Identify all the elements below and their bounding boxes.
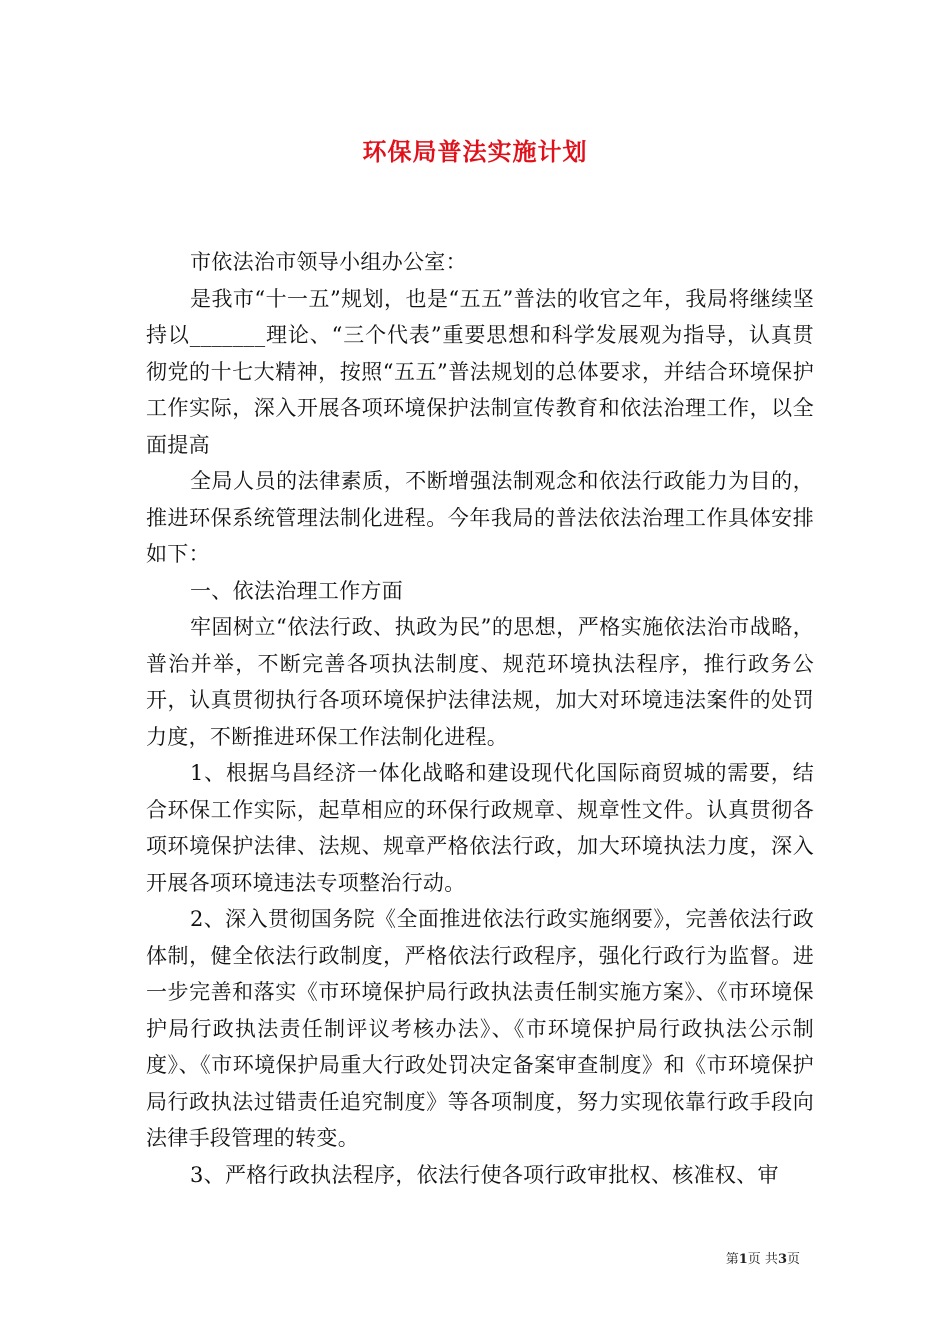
footer-total-pages: 3 [777, 1252, 787, 1267]
section-heading-1: 一、依法治理工作方面 [190, 578, 403, 603]
footer-suffix: 页 [786, 1252, 800, 1267]
paragraph-6: 3、严格行政执法程序，依法行使各项行政审批权、核准权、审 [190, 1162, 779, 1187]
document-title: 环保局普法实施计划 [362, 137, 588, 166]
salutation: 市依法治市领导小组办公室： [190, 250, 467, 274]
footer-current-page: 1 [738, 1252, 748, 1267]
footer-middle: 页 共 [747, 1252, 778, 1267]
paragraph-4: 1、根据乌昌经济一体化战略和建设现代化国际商贸城的需要，结合环保工作实际，起草相应的环保行政规章、规章性文件。认真贯彻各项环境保护法律、法规、规章严格依法行政，加大环境执法力度，深入开展各项环境违法专项整治行动。 [146, 761, 814, 895]
paragraph-5: 2、深入贯彻国务院《全面推进依法行政实施纲要》，完善依法行政体制，健全依法行政制度，严格依法行政程序，强化行政行为监督。进一步完善和落实《市环境保护局行政执法责任制实施方案》、《市环境保护局行政执法责任制评议考核办法》、《市环境保护局行政执法公示制度》、《市环境保护局重大行政处罚决定备案审查制度》和《市环境保护局行政执法过错责任追究制度》等各项制度，努力实现依靠行政手段向法律手段管理的转变。 [146, 907, 814, 1150]
paragraph-2: 全局人员的法律素质，不断增强法制观念和依法行政能力为目的，推进环保系统管理法制化进程。今年我局的普法依法治理工作具体安排如下： [146, 469, 814, 566]
page-number-footer [726, 1248, 800, 1267]
document-body [146, 244, 814, 1193]
footer-prefix: 第 [725, 1252, 739, 1267]
paragraph-1: 是我市“十一五”规划，也是“五五”普法的收官之年，我局将继续坚持以_______理论、“三个代表”重要思想和科学发展观为指导，认真贯彻党的十七大精神，按照“五五”普法规划的总体要求，并结合环境保护工作实际，深入开展各项环境保护法制宣传教育和依法治理工作，以全面提高 [146, 286, 814, 457]
paragraph-3: 牢固树立“依法行政、执政为民”的思想，严格实施依法治市战略，普治并举，不断完善各项执法制度、规范环境执法程序，推行政务公开，认真贯彻执行各项环境保护法律法规，加大对环境违法案件的处罚力度，不断推进环保工作法制化进程。 [146, 615, 814, 749]
